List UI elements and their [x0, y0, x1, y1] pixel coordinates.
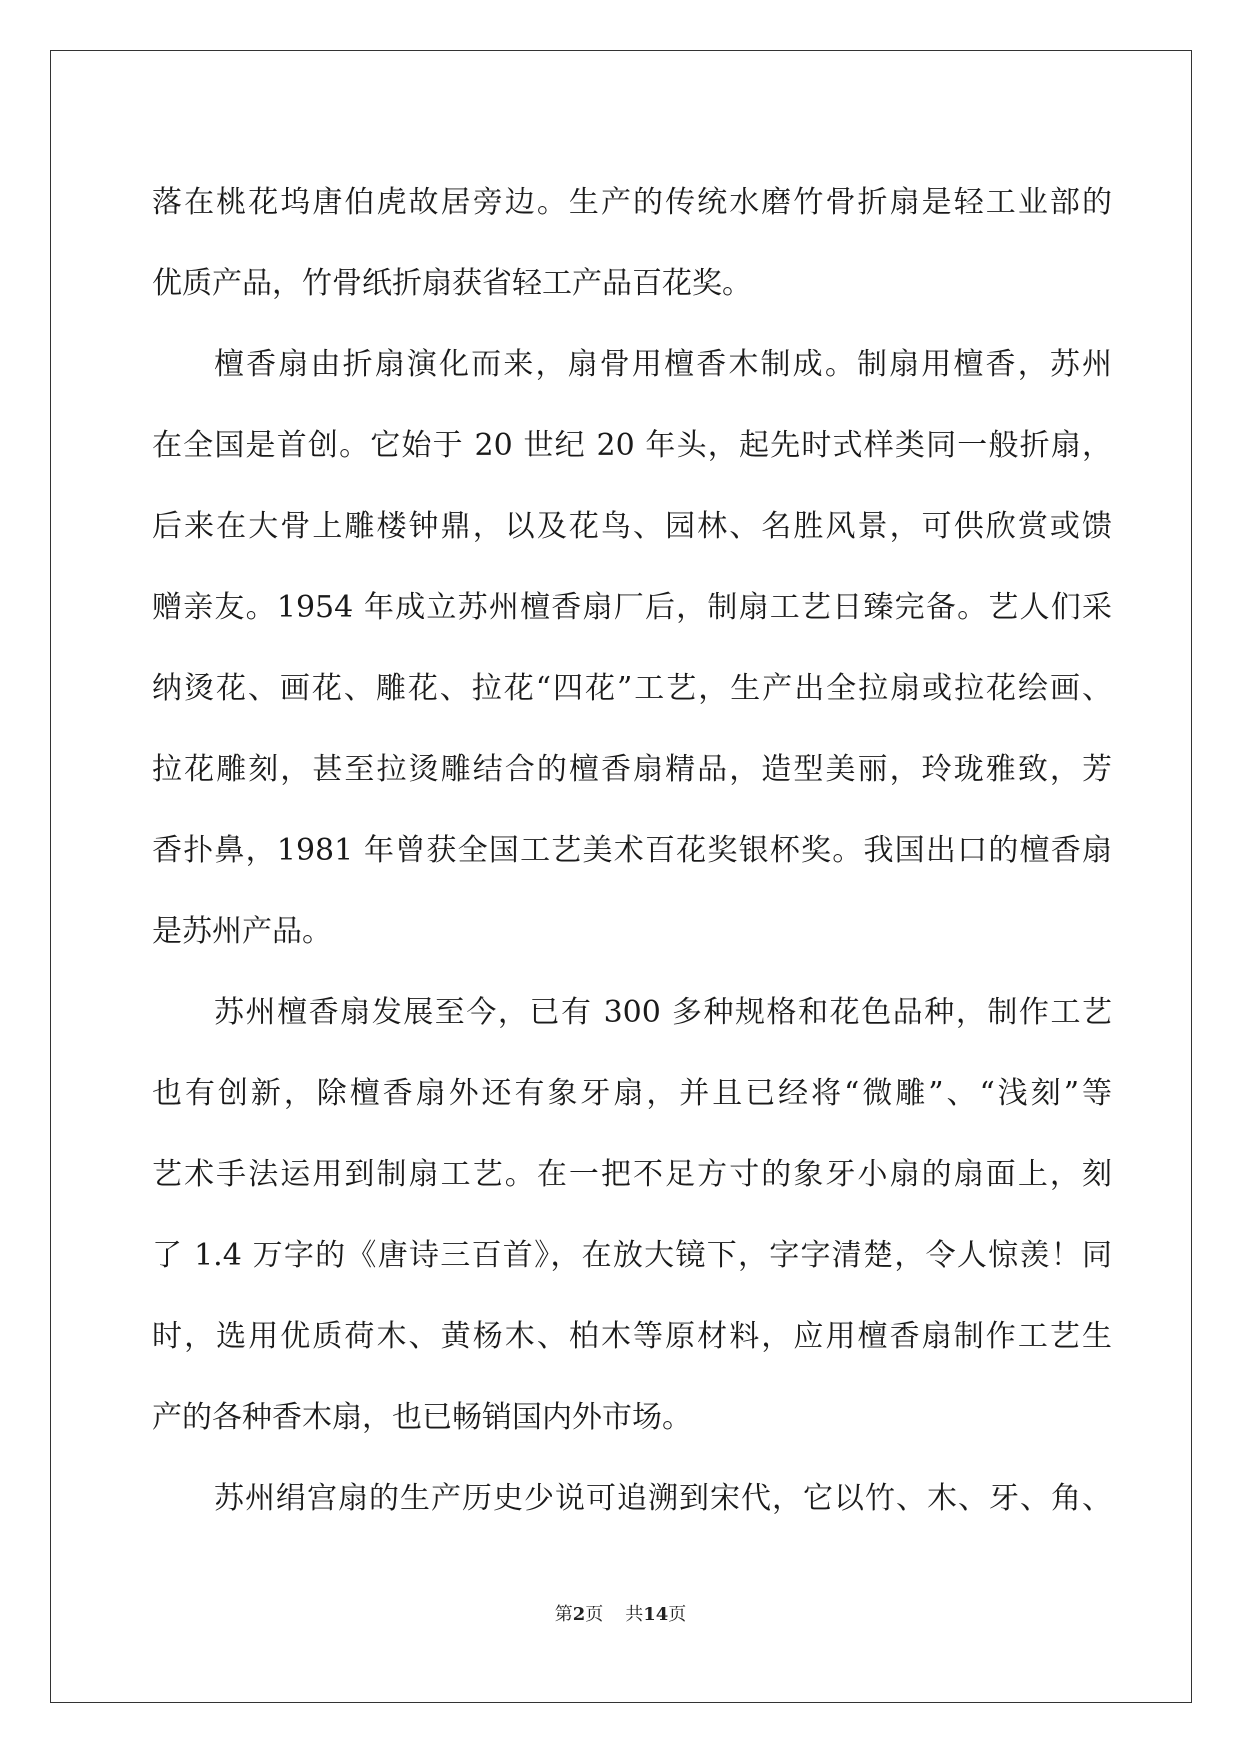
text-line: 后来在大骨上雕楼钟鼎，以及花鸟、园林、名胜风景，可供欣赏或馈 — [152, 509, 1112, 544]
footer-total-suffix: 页 — [668, 1604, 687, 1625]
footer-page-suffix: 页 — [585, 1604, 604, 1625]
text-line: 是苏州产品。 — [152, 914, 332, 949]
total-page-count: 14 — [643, 1604, 669, 1625]
text-line: 苏州檀香扇发展至今，已有 300 多种规格和花色品种，制作工艺 — [214, 995, 1112, 1030]
text-line: 优质产品，竹骨纸折扇获省轻工产品百花奖。 — [152, 266, 752, 301]
text-line: 落在桃花坞唐伯虎故居旁边。生产的传统水磨竹骨折扇是轻工业部的 — [152, 185, 1112, 220]
text-line: 在全国是首创。它始于 20 世纪 20 年头，起先时式样类同一般折扇， — [152, 428, 1112, 463]
footer-prefix: 第 — [554, 1604, 573, 1625]
text-line: 檀香扇由折扇演化而来，扇骨用檀香木制成。制扇用檀香，苏州 — [214, 347, 1112, 382]
text-line: 拉花雕刻，甚至拉烫雕结合的檀香扇精品，造型美丽，玲珑雅致，芳 — [152, 752, 1112, 787]
text-line: 时，选用优质荷木、黄杨木、柏木等原材料，应用檀香扇制作工艺生 — [152, 1319, 1112, 1354]
document-body — [152, 162, 1112, 1539]
text-line: 纳烫花、画花、雕花、拉花“四花”工艺，生产出全拉扇或拉花绘画、 — [152, 671, 1112, 706]
footer-total-prefix: 共 — [625, 1604, 644, 1625]
text-line: 艺术手法运用到制扇工艺。在一把不足方寸的象牙小扇的扇面上，刻 — [152, 1157, 1112, 1192]
text-line: 赠亲友。1954 年成立苏州檀香扇厂后，制扇工艺日臻完备。艺人们采 — [152, 590, 1112, 625]
text-line: 了 1.4 万字的《唐诗三百首》，在放大镜下，字字清楚，令人惊羡！同 — [152, 1238, 1112, 1273]
current-page-number: 2 — [572, 1604, 586, 1625]
text-line: 也有创新，除檀香扇外还有象牙扇，并且已经将“微雕”、“浅刻”等 — [152, 1076, 1112, 1111]
text-line: 香扑鼻，1981 年曾获全国工艺美术百花奖银杯奖。我国出口的檀香扇 — [152, 833, 1112, 868]
text-line: 产的各种香木扇，也已畅销国内外市场。 — [152, 1400, 692, 1435]
page-footer — [0, 1600, 1241, 1626]
text-line: 苏州绢宫扇的生产历史少说可追溯到宋代，它以竹、木、牙、角、 — [214, 1481, 1112, 1516]
